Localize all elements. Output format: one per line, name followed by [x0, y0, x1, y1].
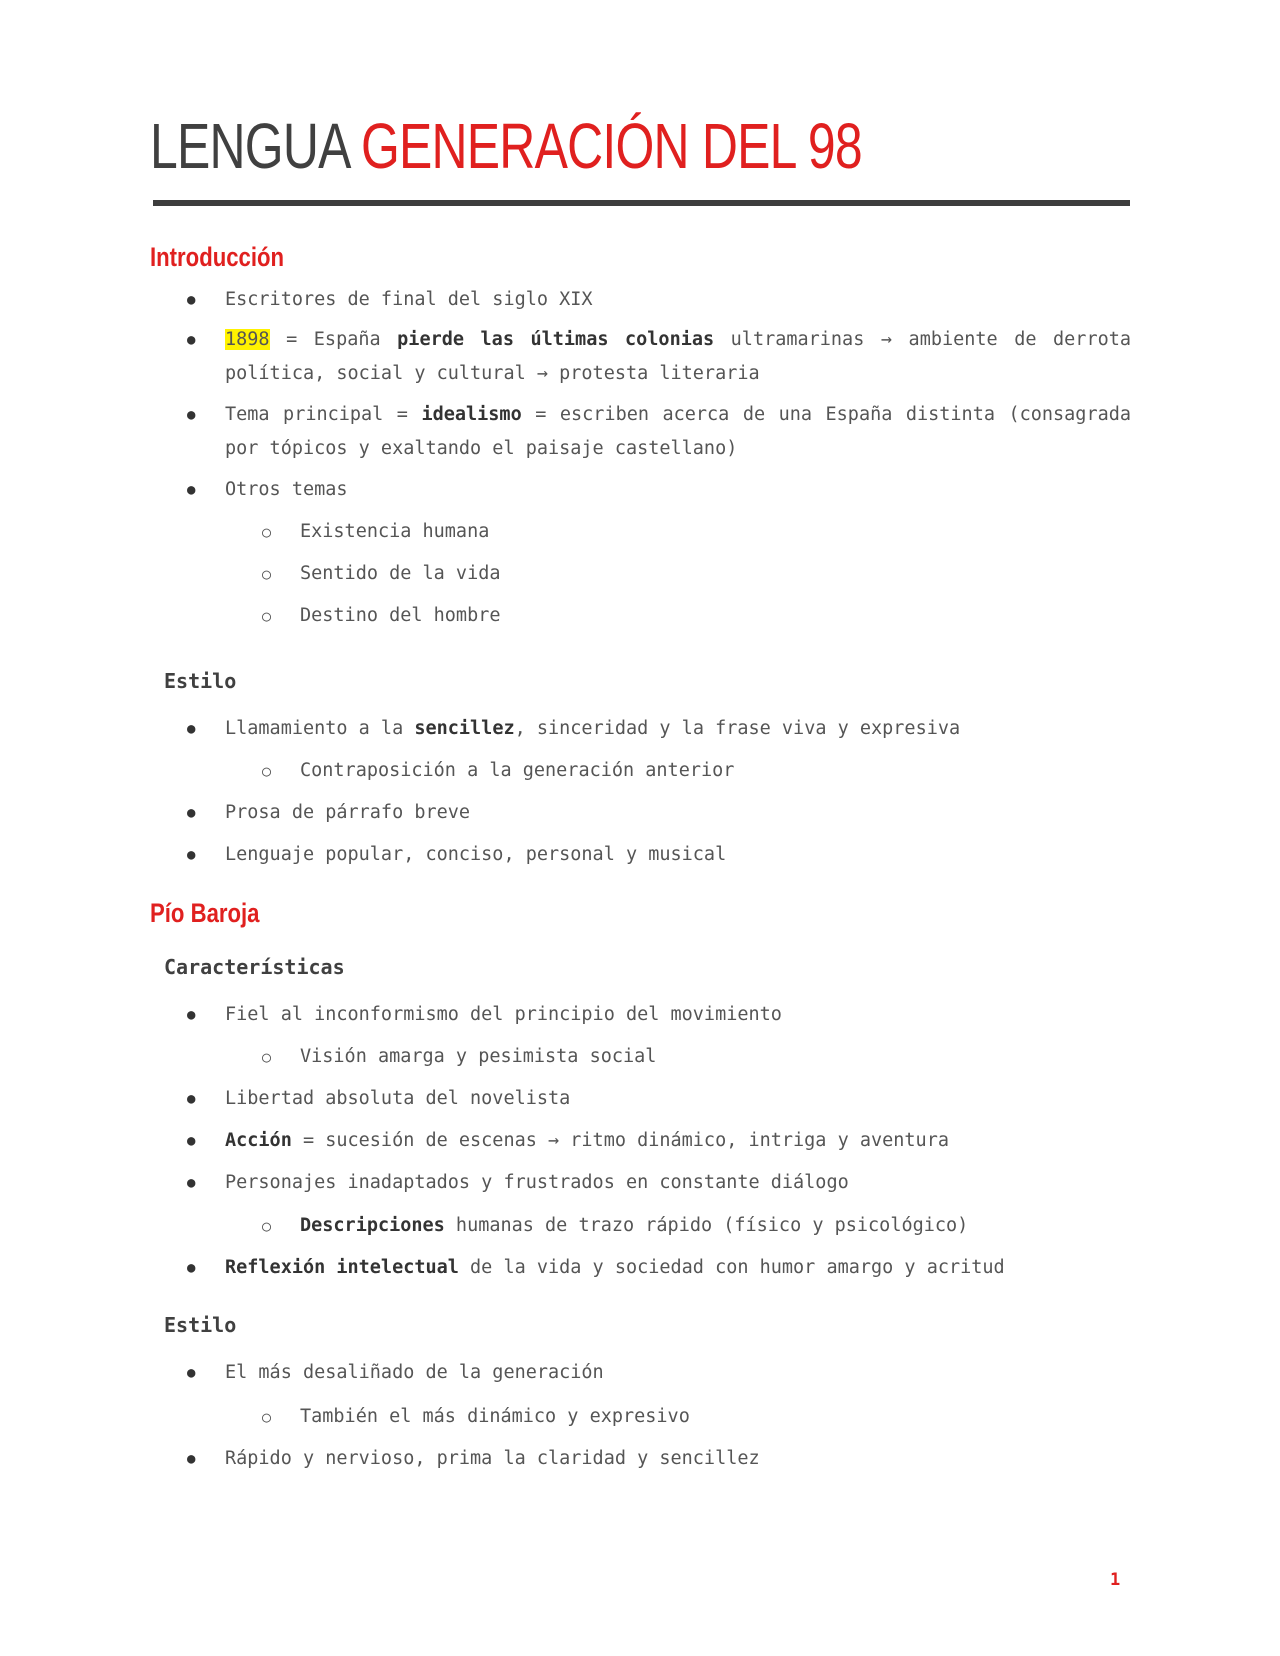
sub-list-item: ○ Destino del hombre — [300, 599, 1131, 633]
sub-list-item: ○ Existencia humana — [300, 515, 1131, 549]
text-span: = sucesión de escenas → ritmo dinámico, intriga y aventura — [291, 1130, 949, 1151]
text-span: ultramarinas → ambiente de derrota política, social y cultural → protesta literaria — [225, 329, 1131, 384]
text-span: Tema principal = — [225, 404, 422, 425]
section-heading-introduccion: Introducción — [150, 242, 285, 272]
list-item: ● Otros temas — [225, 473, 1131, 507]
text-span: = España — [269, 329, 398, 350]
title-underline — [153, 200, 1130, 206]
text-span: de la vida y sociedad con humor amargo y acritud — [458, 1257, 1005, 1278]
title-main: GENERACIÓN DEL 98 — [360, 110, 862, 182]
list-item: ● Libertad absoluta del novelista — [225, 1082, 1131, 1116]
list-item — [225, 323, 1131, 391]
section-heading-pio-baroja: Pío Baroja — [150, 898, 260, 928]
title-prefix: LENGUA — [150, 110, 348, 182]
list-item — [225, 398, 1131, 466]
page-number: 1 — [1110, 1570, 1121, 1590]
bold-text: Reflexión intelectual — [225, 1257, 459, 1278]
document-title — [150, 108, 862, 184]
text-span: Llamamiento a la — [225, 718, 415, 739]
sub-list-item: ○ Contraposición a la generación anterior — [300, 754, 1131, 788]
list-item — [225, 1251, 1131, 1285]
bold-text: Acción — [225, 1130, 292, 1151]
sub-list-item — [300, 1209, 1131, 1243]
subsection-heading-caracteristicas: Características — [164, 955, 345, 979]
bold-text: idealismo — [421, 404, 522, 425]
bold-text: sencillez — [414, 718, 515, 739]
subsection-heading-estilo: Estilo — [164, 669, 237, 693]
text-span: = escriben acerca de una España distinta (consagrada por tópicos y exaltando el paisaje castellano) — [225, 404, 1131, 459]
list-item — [225, 712, 1131, 746]
list-item: ● Fiel al inconformismo del principio del movimiento — [225, 998, 1131, 1032]
bold-text: Descripciones — [300, 1215, 445, 1236]
highlighted-year: 1898 — [225, 329, 270, 350]
sub-list-item: ○ También el más dinámico y expresivo — [300, 1400, 1131, 1434]
sub-list-item: ○ Visión amarga y pesimista social — [300, 1040, 1131, 1074]
text-span: , sinceridad y la frase viva y expresiva — [514, 718, 961, 739]
bold-text: pierde las últimas colonias — [397, 329, 715, 350]
list-item: ● Personajes inadaptados y frustrados en constante diálogo — [225, 1166, 1131, 1200]
list-item — [225, 1124, 1131, 1158]
subsection-heading-estilo: Estilo — [164, 1313, 237, 1337]
list-item: ● El más desaliñado de la generación — [225, 1356, 1131, 1390]
sub-list-item: ○ Sentido de la vida — [300, 557, 1131, 591]
list-item: ● Rápido y nervioso, prima la claridad y sencillez — [225, 1442, 1131, 1476]
list-item: ● Escritores de final del siglo XIX — [225, 283, 1131, 317]
list-item: ● Lenguaje popular, conciso, personal y musical — [225, 838, 1131, 872]
list-item: ● Prosa de párrafo breve — [225, 796, 1131, 830]
text-span: humanas de trazo rápido (físico y psicológico) — [444, 1215, 969, 1236]
